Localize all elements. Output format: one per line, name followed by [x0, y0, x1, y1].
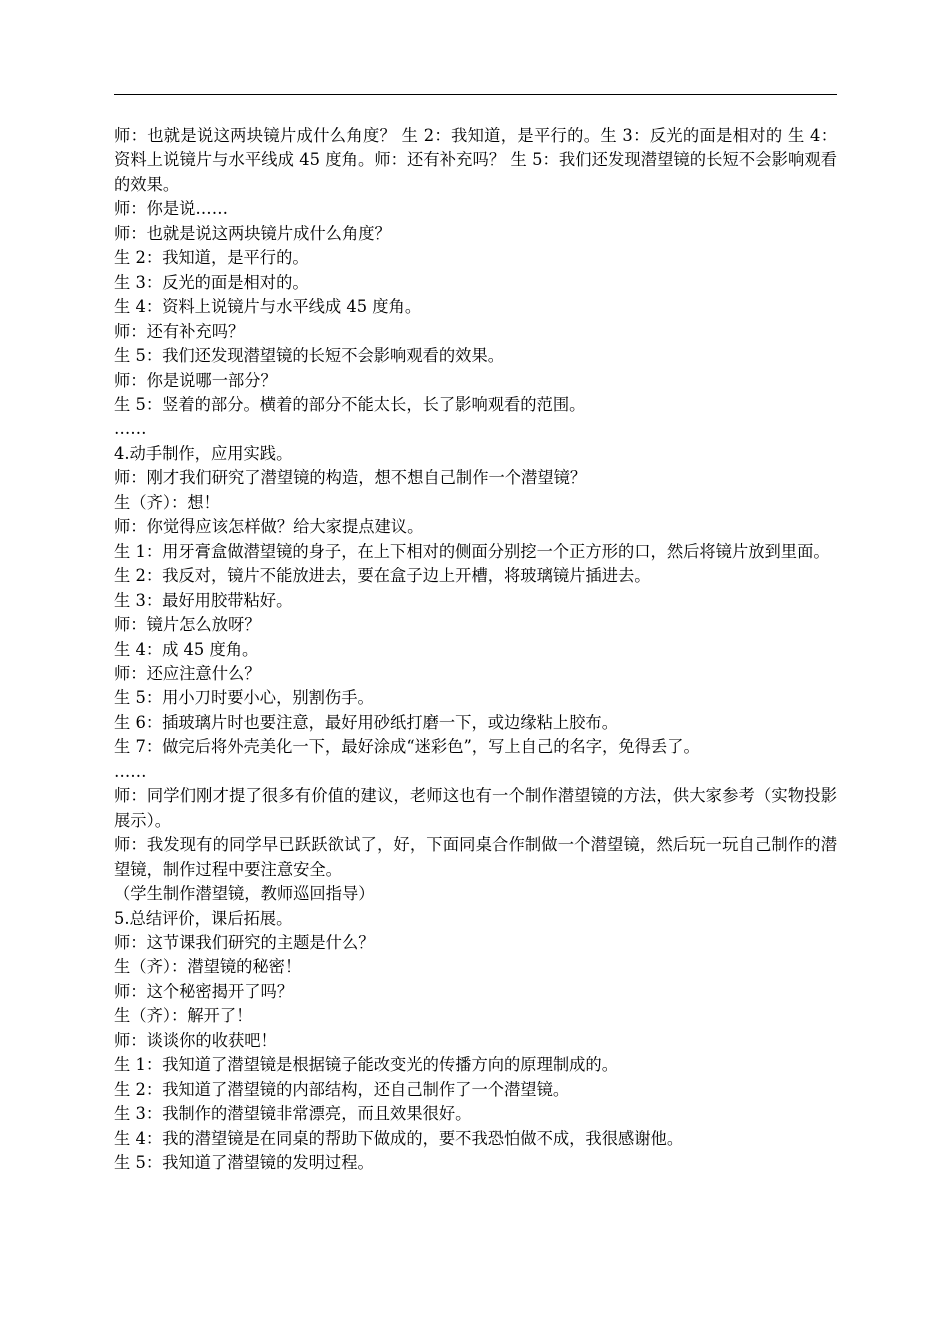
paragraph: 师：还有补充吗？: [114, 321, 245, 341]
paragraph: 师：镜片怎么放呀？: [114, 615, 261, 635]
paragraph: 生（齐）：想！: [114, 492, 220, 512]
paragraph: 生 7：做完后将外壳美化一下，最好涂成“迷彩色”，写上自己的名字，免得丢了。: [114, 737, 700, 757]
paragraph: 生 5：竖着的部分。横着的部分不能太长，长了影响观看的范围。: [114, 394, 586, 414]
header-rule: [114, 94, 837, 95]
paragraph: 生 5：我们还发现潜望镜的长短不会影响观看的效果。: [114, 346, 505, 366]
paragraph: 师：你觉得应该怎样做？给大家提点建议。: [114, 517, 424, 537]
paragraph: 生 5：用小刀时要小心，别割伤手。: [114, 688, 374, 708]
paragraph: 生 1：我知道了潜望镜是根据镜子能改变光的传播方向的原理制成的。: [114, 1055, 618, 1075]
paragraph: 生（齐）：潜望镜的秘密！: [114, 957, 302, 977]
document-body: [114, 124, 837, 1175]
paragraph: 生 4：资料上说镜片与水平线成 45 度角。: [114, 297, 422, 317]
paragraph: 生 5：我知道了潜望镜的发明过程。: [114, 1153, 374, 1173]
paragraph: 师：刚才我们研究了潜望镜的构造，想不想自己制作一个潜望镜？: [114, 468, 587, 488]
paragraph: 师：这节课我们研究的主题是什么？: [114, 932, 375, 952]
paragraph: 师：我发现有的同学早已跃跃欲试了，好，下面同桌合作制做一个潜望镜，然后玩一玩自己制作的潜望镜，制作过程中要注意安全。: [114, 835, 837, 879]
ellipsis-line: ……: [114, 419, 147, 439]
paragraph: 生 4：我的潜望镜是在同桌的帮助下做成的，要不我恐怕做不成，我很感谢他。: [114, 1128, 684, 1148]
paragraph: （学生制作潜望镜，教师巡回指导）: [114, 884, 375, 904]
section-heading: 5.总结评价，课后拓展。: [114, 908, 293, 928]
paragraph: 师：也就是说这两块镜片成什么角度？: [114, 223, 391, 243]
paragraph: 生 2：我反对，镜片不能放进去，要在盒子边上开槽，将玻璃镜片插进去。: [114, 566, 651, 586]
paragraph: 生 2：我知道，是平行的。: [114, 248, 309, 268]
paragraph: 师：谈谈你的收获吧！: [114, 1030, 277, 1050]
section-heading: 4.动手制作，应用实践。: [114, 443, 293, 463]
paragraph: 生（齐）：解开了！: [114, 1006, 253, 1026]
paragraph: 师：你是说……: [114, 199, 228, 219]
paragraph: 生 2：我知道了潜望镜的内部结构，还自己制作了一个潜望镜。: [114, 1079, 570, 1099]
paragraph: 生 1：用牙膏盒做潜望镜的身子，在上下相对的侧面分别挖一个正方形的口，然后将镜片放到里面。: [114, 541, 830, 561]
paragraph: 生 3：反光的面是相对的。: [114, 272, 309, 292]
paragraph: 师：也就是说这两块镜片成什么角度？ 生 2：我知道，是平行的。生 3：反光的面是相对的 生 4：资料上说镜片与水平线成 45 度角。师：还有补充吗？ 生 5：我们还发现潜望镜的长短不会影响观看的效果。: [114, 126, 837, 194]
paragraph: 生 3：我制作的潜望镜非常漂亮，而且效果很好。: [114, 1104, 472, 1124]
paragraph: 生 3：最好用胶带粘好。: [114, 590, 293, 610]
paragraph: 师：同学们刚才提了很多有价值的建议，老师这也有一个制作潜望镜的方法，供大家参考（实物投影展示）。: [114, 786, 837, 830]
paragraph: 师：这个秘密揭开了吗？: [114, 981, 294, 1001]
ellipsis-line: ……: [114, 761, 147, 781]
paragraph: 师：你是说哪一部分？: [114, 370, 277, 390]
paragraph: 师：还应注意什么？: [114, 663, 261, 683]
paragraph: 生 4：成 45 度角。: [114, 639, 259, 659]
paragraph: 生 6：插玻璃片时也要注意，最好用砂纸打磨一下，或边缘粘上胶布。: [114, 712, 618, 732]
